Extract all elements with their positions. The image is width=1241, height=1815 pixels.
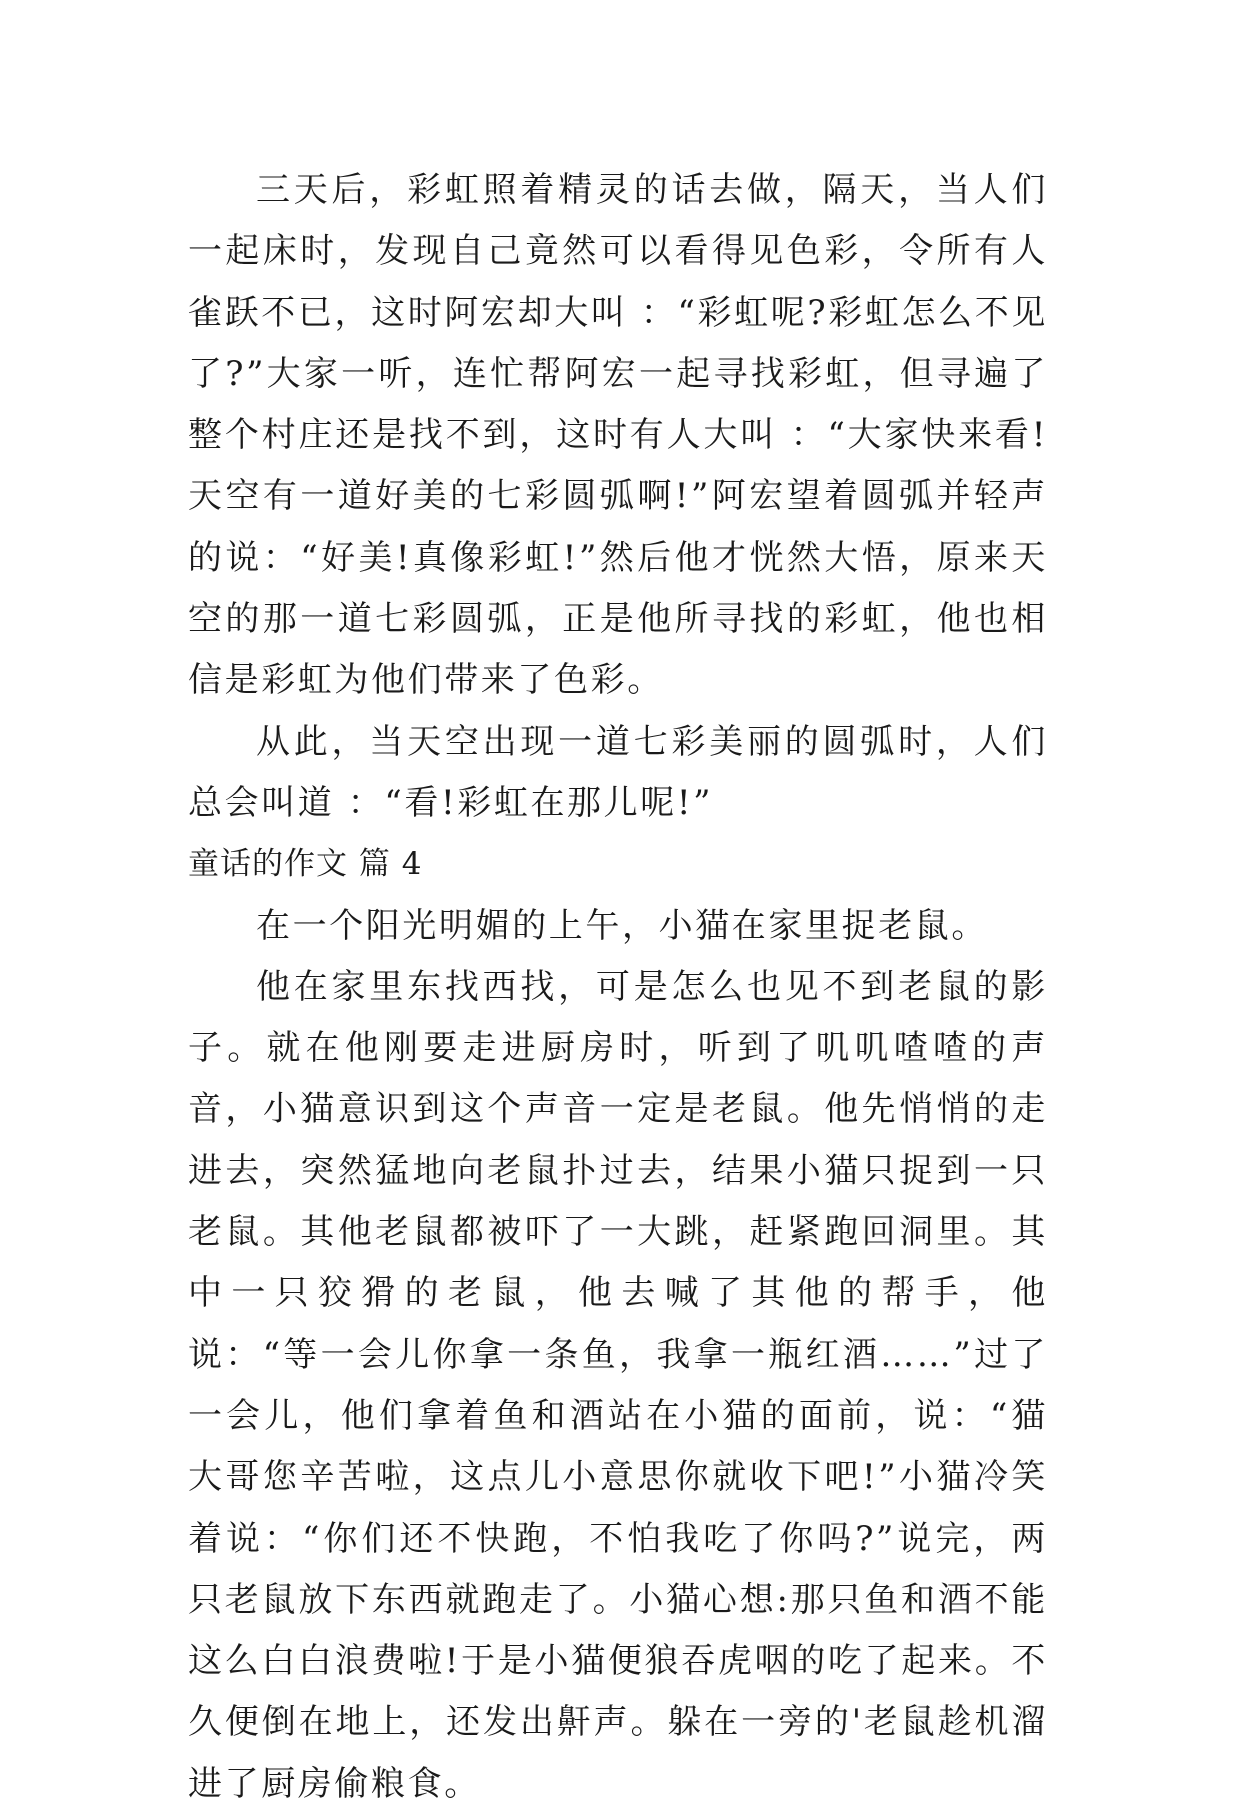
document-body: [188, 160, 1048, 1815]
paragraph-cat-story: 他在家里东找西找，可是怎么也见不到老鼠的影子。就在他刚要走进厨房时，听到了叽叽喳喳的声音，小猫意识到这个声音一定是老鼠。他先悄悄的走进去，突然猛地向老鼠扑过去，结果小猫只捉到一只老鼠。其他老鼠都被吓了一大跳，赶紧跑回洞里。其中一只狡猾的老鼠，他去喊了其他的帮手，他说：“等一会儿你拿一条鱼，我拿一瓶红酒……”过了一会儿，他们拿着鱼和酒站在小猫的面前，说：“猫大哥您辛苦啦，这点儿小意思你就收下吧!”小猫冷笑着说：“你们还不快跑，不怕我吃了你吗?”说完，两只老鼠放下东西就跑走了。小猫心想:那只鱼和酒不能这么白白浪费啦!于是小猫便狼吞虎咽的吃了起来。不久便倒在地上，还发出鼾声。躲在一旁的'老鼠趁机溜进了厨房偷粮食。: [188, 966, 1048, 1804]
paragraph-rainbow-discovery: 三天后，彩虹照着精灵的话去做，隔天，当人们一起床时，发现自己竟然可以看得见色彩，令所有人雀跃不已，这时阿宏却大叫 ：“彩虹呢?彩虹怎么不见了?”大家一听，连忙帮阿宏一起寻找彩虹，但寻遍了整个村庄还是找不到，这时有人大叫 ：“大家快来看!天空有一道好美的七彩圆弧啊!”阿宏望着圆弧并轻声的说：“好美!真像彩虹!”然后他才恍然大悟，原来天空的那一道七彩圆弧，正是他所寻找的彩虹，他也相信是彩虹为他们带来了色彩。: [188, 170, 1048, 701]
paragraph-cat-intro: 在一个阳光明媚的上午，小猫在家里捉老鼠。: [256, 905, 988, 946]
section-heading: 童话的作文 篇 4: [188, 846, 423, 883]
paragraph-rainbow-ending: 从此，当天空出现一道七彩美丽的圆弧时，人们总会叫道 ：“看!彩虹在那儿呢!”: [188, 721, 1048, 823]
